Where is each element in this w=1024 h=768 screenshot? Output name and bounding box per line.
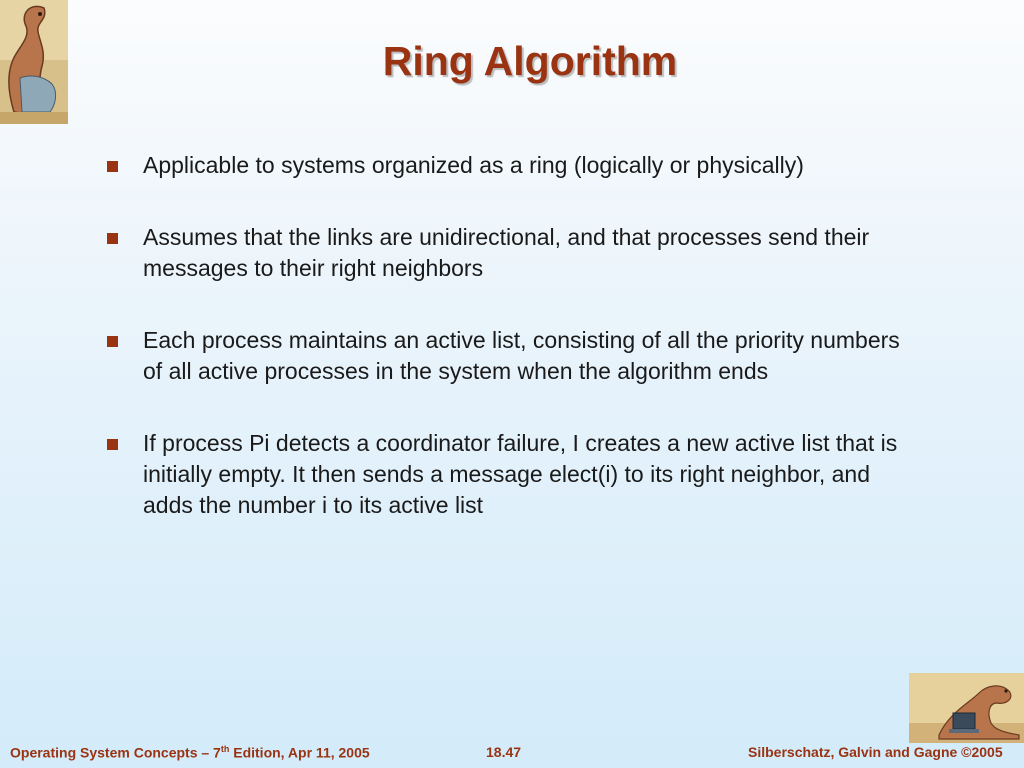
bullet-item xyxy=(105,428,905,521)
bullet-item xyxy=(105,325,905,387)
square-bullet-icon xyxy=(107,439,118,450)
footer-page-number: 18.47 xyxy=(486,744,522,760)
bullet-text: If process Pi detects a coordinator failure, I creates a new active list that is initially empty. It then sends a message elect(i) to its right neighbor, and adds the number i to its active list xyxy=(143,430,898,518)
bullet-list xyxy=(105,150,905,521)
bullet-item xyxy=(105,222,905,284)
square-bullet-icon xyxy=(107,336,118,347)
dinosaur-laptop-icon xyxy=(909,673,1024,743)
square-bullet-icon xyxy=(107,233,118,244)
footer-book-title-prefix: Operating System Concepts – 7 xyxy=(10,744,221,761)
footer-book-title-suffix: Edition, Apr 11, 2005 xyxy=(229,744,370,761)
slide-title: Ring Algorithm xyxy=(382,38,678,84)
bullet-text: Assumes that the links are unidirectional, and that processes send their messages to their right neighbors xyxy=(143,224,870,281)
bullet-item xyxy=(105,150,905,181)
footer-edition-sup: th xyxy=(220,744,230,754)
footer-book-title xyxy=(10,744,370,764)
bullet-text: Applicable to systems organized as a ring (logically or physically) xyxy=(143,152,804,178)
footer-authors: Silberschatz, Galvin and Gagne ©2005 xyxy=(748,744,1003,760)
bullet-text: Each process maintains an active list, consisting of all the priority numbers of all active processes in the system when the algorithm ends xyxy=(143,327,900,384)
square-bullet-icon xyxy=(107,161,118,172)
